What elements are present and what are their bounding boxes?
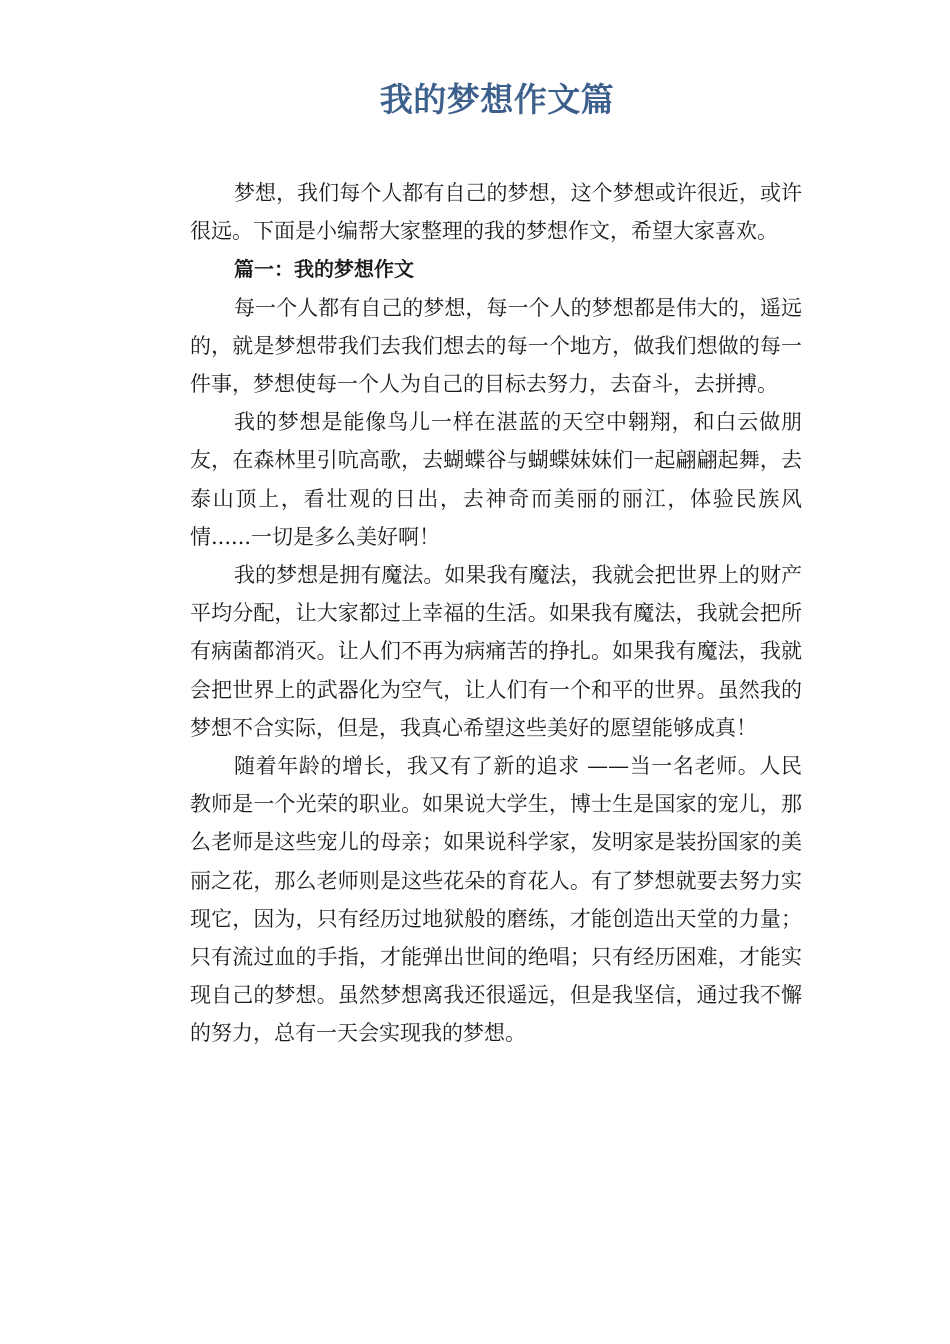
body-paragraph: 我的梦想是能像鸟儿一样在湛蓝的天空中翱翔，和白云做朋友，在森林里引吭高歌，去蝴蝶谷与蝴蝶妹妹们一起翩翩起舞，去泰山顶上，看壮观的日出，去神奇而美丽的丽江，体验民族风情......一切是多么美好啊！ [190, 410, 802, 549]
intro-paragraph: 梦想，我们每个人都有自己的梦想，这个梦想或许很近，或许很远。下面是小编帮大家整理的我的梦想作文，希望大家喜欢。 [190, 181, 802, 244]
document-body [190, 174, 802, 1053]
body-paragraph: 随着年龄的增长，我又有了新的追求 ——当一名老师。人民教师是一个光荣的职业。如果说大学生，博士生是国家的宠儿，那么老师是这些宠儿的母亲；如果说科学家，发明家是装扮国家的美丽之花，那么老师则是这些花朵的育花人。有了梦想就要去努力实现它，因为，只有经历过地狱般的磨练，才能创造出天堂的力量；只有流过血的手指，才能弹出世间的绝唱；只有经历困难，才能实现自己的梦想。虽然梦想离我还很遥远，但是我坚信，通过我不懈的努力，总有一天会实现我的梦想。 [190, 754, 802, 1046]
page-title: 我的梦想作文篇 [379, 80, 615, 119]
body-paragraph: 我的梦想是拥有魔法。如果我有魔法，我就会把世界上的财产平均分配，让大家都过上幸福的生活。如果我有魔法，我就会把所有病菌都消灭。让人们不再为病痛苦的挣扎。如果我有魔法，我就会把世界上的武器化为空气，让人们有一个和平的世界。虽然我的梦想不合实际，但是，我真心希望这些美好的愿望能够成真！ [190, 563, 802, 740]
body-paragraph: 每一个人都有自己的梦想，每一个人的梦想都是伟大的，遥远的，就是梦想带我们去我们想去的每一个地方，做我们想做的每一件事，梦想使每一个人为自己的目标去努力，去奋斗，去拼搏。 [190, 295, 802, 397]
section-heading: 篇一：我的梦想作文 [234, 257, 414, 282]
